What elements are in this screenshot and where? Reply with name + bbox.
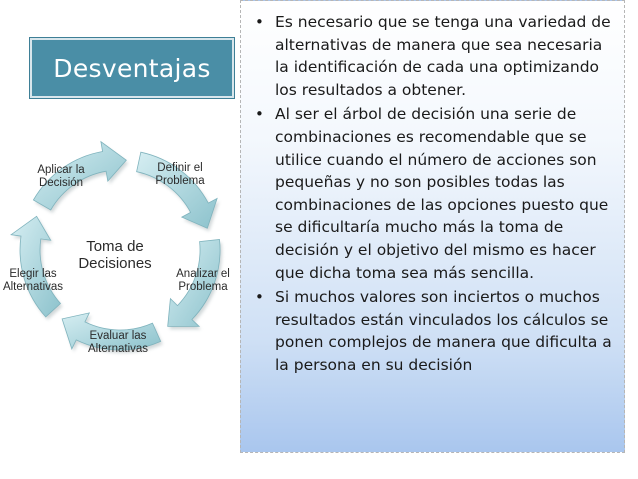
step-definir-line-1: Definir el bbox=[157, 162, 203, 174]
step-elegir-line-2: Alternativas bbox=[2, 281, 64, 293]
step-aplicar bbox=[28, 164, 94, 190]
bullet-dot: • bbox=[255, 13, 264, 31]
bullet-text: Es necesario que se tenga una variedad de alternativas de manera que sea necesaria la identificación de cada una optimizando los resultados a obtener. bbox=[275, 13, 611, 99]
step-aplicar-line-2: Decisión bbox=[38, 177, 84, 189]
step-evaluar-line-1: Evaluar las bbox=[89, 330, 147, 342]
step-elegir-line-1: Elegir las bbox=[9, 268, 57, 280]
step-definir-line-2: Problema bbox=[155, 175, 205, 187]
bullet-dot: • bbox=[255, 105, 264, 124]
slide-title: Desventajas bbox=[53, 53, 211, 83]
step-evaluar bbox=[78, 330, 158, 356]
center-line-1: Toma de bbox=[86, 238, 144, 255]
step-elegir bbox=[0, 268, 66, 294]
text-panel bbox=[240, 0, 625, 453]
bullet-text: Si muchos valores son inciertos o muchos resultados están vinculados los cálculos se ponen complejos de manera que dificulta a la persona en su decisión bbox=[275, 288, 612, 374]
bullet-list bbox=[253, 11, 613, 379]
step-analizar bbox=[166, 268, 240, 294]
step-definir bbox=[140, 162, 220, 188]
step-evaluar-line-2: Alternativas bbox=[87, 343, 149, 355]
center-line-2: Decisiones bbox=[78, 255, 152, 272]
bullet-item bbox=[253, 11, 613, 101]
arrow-elegir bbox=[11, 216, 60, 317]
bullet-text: Al ser el árbol de decisión una serie de combinaciones es recomendable que se utilice cuando el número de acciones son pequeñas y no son posibles todas las combinaciones de las opciones puesto que se dificultaría mucho más la toma de decisión y el objetivo del mismo es hacer que dicha toma sea más sencilla. bbox=[275, 105, 609, 282]
bullet-item bbox=[253, 103, 613, 284]
center-label bbox=[70, 238, 160, 272]
bullet-dot: • bbox=[255, 288, 264, 307]
bullet-item bbox=[253, 286, 613, 376]
step-analizar-line-2: Problema bbox=[178, 281, 228, 293]
step-analizar-line-1: Analizar el bbox=[176, 268, 230, 280]
decision-cycle-diagram bbox=[0, 130, 240, 370]
title-box bbox=[30, 38, 234, 98]
step-aplicar-line-1: Aplicar la bbox=[37, 164, 85, 176]
